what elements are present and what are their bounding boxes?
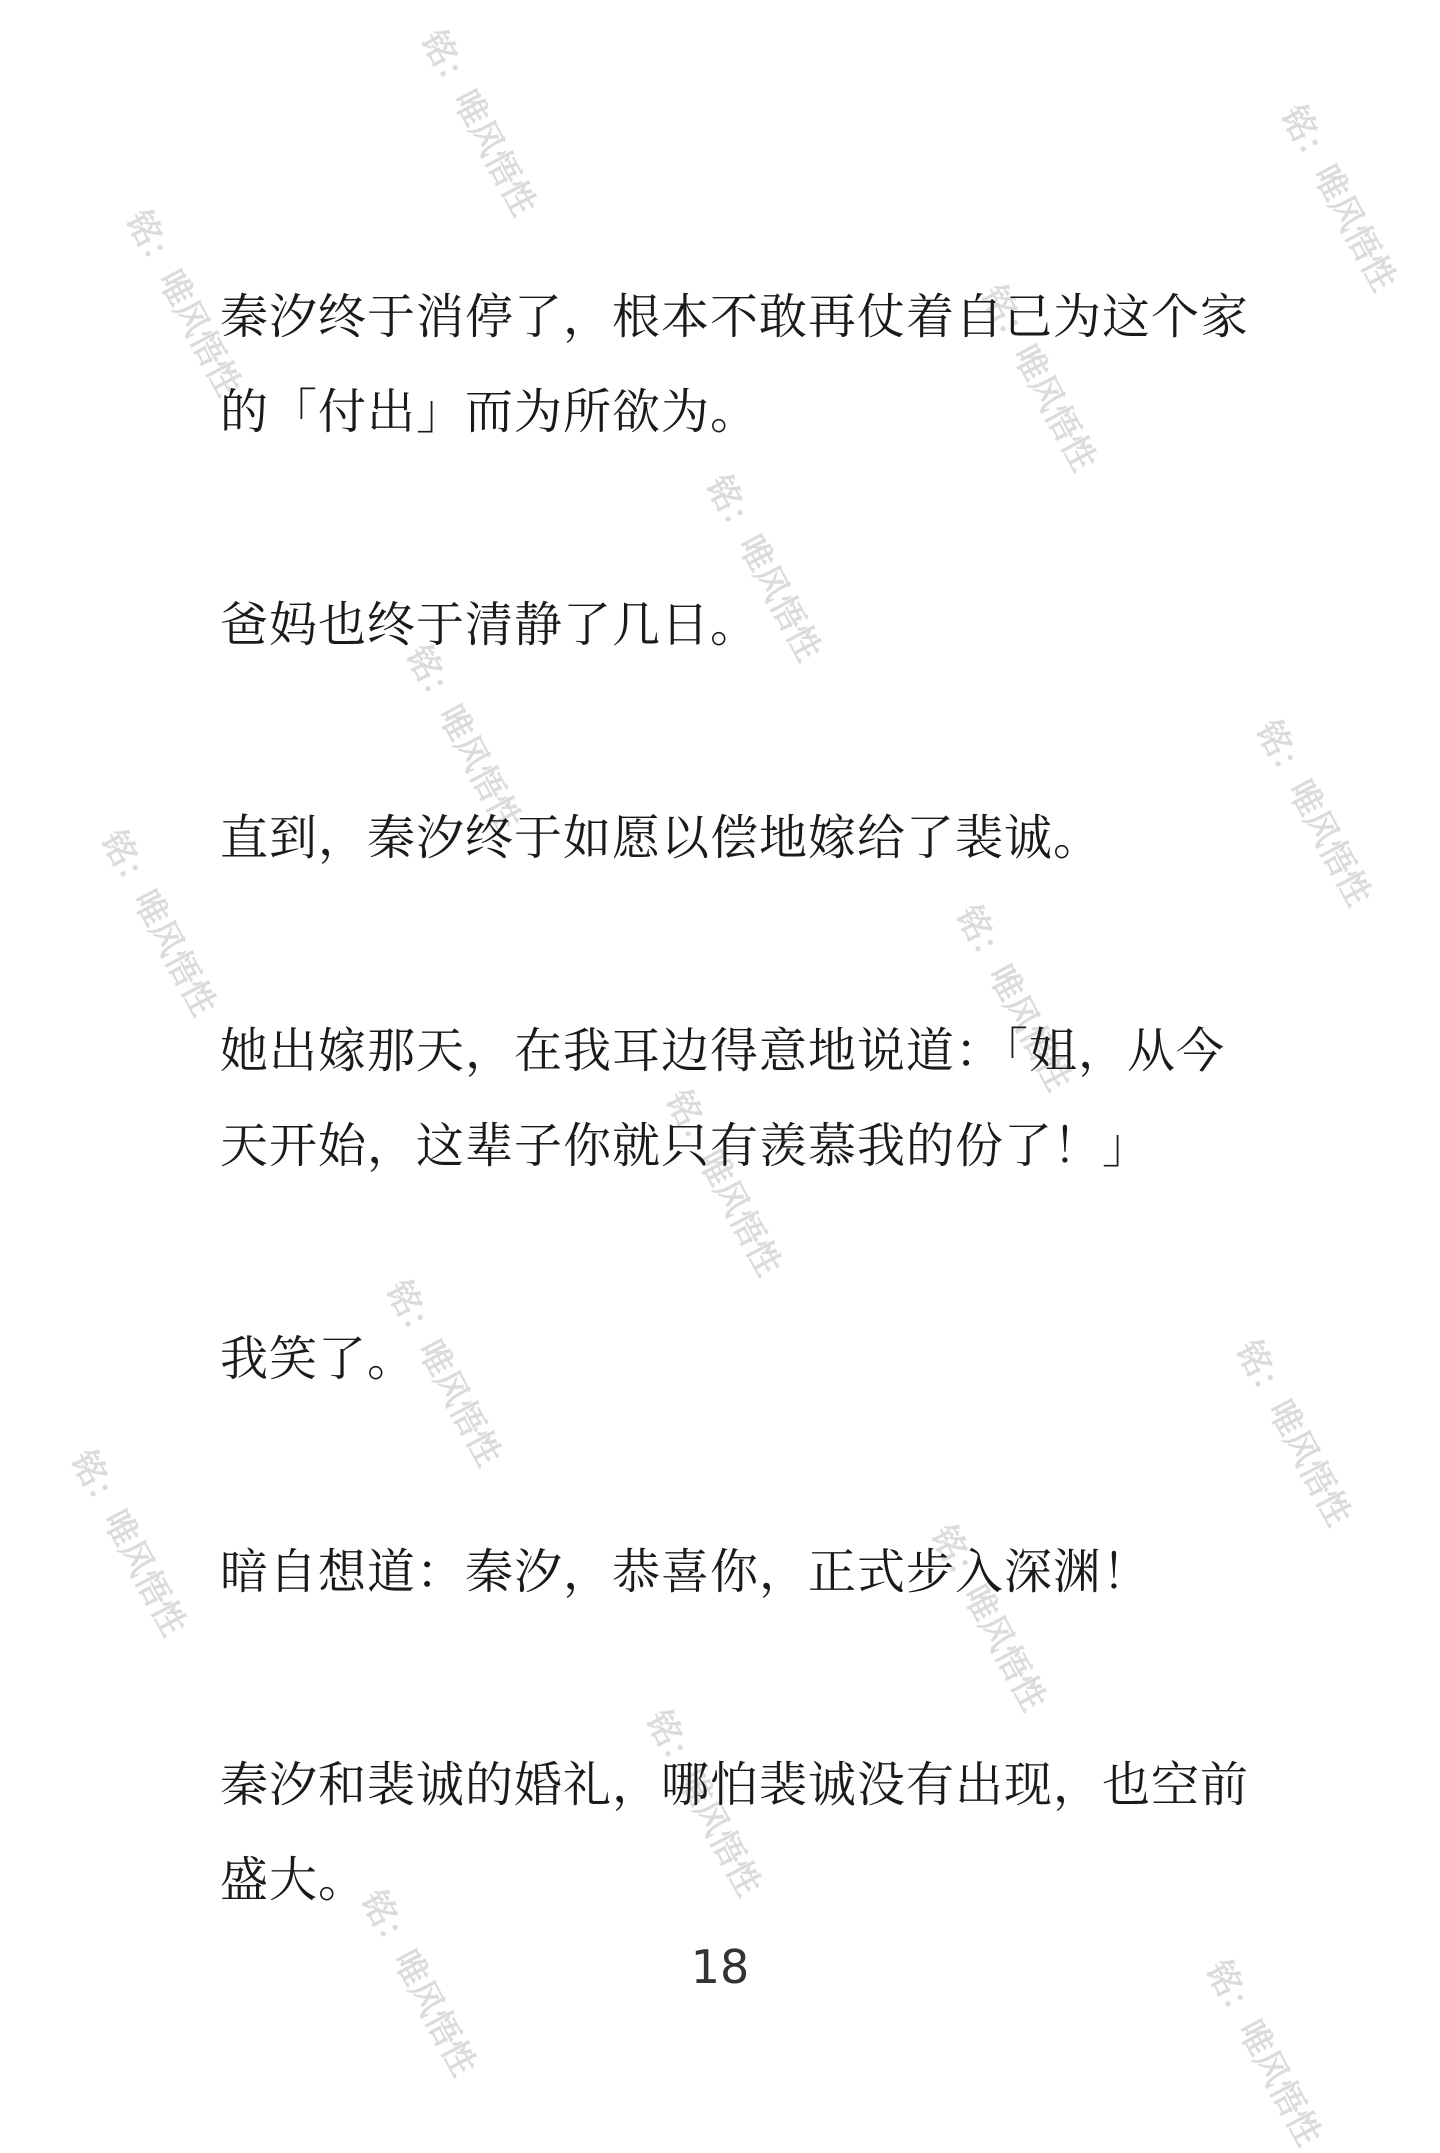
story-body xyxy=(220,270,1250,2046)
watermark: 铭：唯风悟性 xyxy=(377,1273,509,1473)
watermark: 铭：唯风悟性 xyxy=(697,468,829,668)
watermark: 铭：唯风悟性 xyxy=(947,898,1079,1098)
watermark: 铭：唯风悟性 xyxy=(922,1518,1054,1718)
watermark: 铭：唯风悟性 xyxy=(352,1883,484,2083)
watermark: 铭：唯风悟性 xyxy=(1197,1953,1329,2153)
page-number: 18 xyxy=(690,1940,750,1994)
watermark: 铭：唯风悟性 xyxy=(1272,98,1404,298)
paragraph: 她出嫁那天，在我耳边得意地说道：「姐，从今天开始，这辈子你就只有羡慕我的份了！」 xyxy=(220,1023,1226,1174)
paragraph: 暗自想道：秦汐，恭喜你，正式步入深渊！ xyxy=(220,1544,1152,1600)
paragraph: 秦汐和裴诚的婚礼，哪怕裴诚没有出现，也空前盛大。 xyxy=(220,1757,1250,1908)
paragraph: 我笑了。 xyxy=(220,1331,417,1387)
watermark: 铭：唯风悟性 xyxy=(397,638,529,838)
watermark: 铭：唯风悟性 xyxy=(637,1703,769,1903)
watermark: 铭：唯风悟性 xyxy=(92,823,224,1023)
watermark: 铭：唯风悟性 xyxy=(117,203,249,403)
watermark: 铭：唯风悟性 xyxy=(657,1083,789,1283)
watermark: 铭：唯风悟性 xyxy=(1247,713,1379,913)
watermark: 铭：唯风悟性 xyxy=(972,278,1104,478)
watermark: 铭：唯风悟性 xyxy=(412,23,544,223)
watermark: 铭：唯风悟性 xyxy=(1227,1333,1359,1533)
paragraph: 直到，秦汐终于如愿以偿地嫁给了裴诚。 xyxy=(220,810,1103,866)
paragraph: 爸妈也终于清静了几日。 xyxy=(220,597,760,653)
paragraph: 秦汐终于消停了，根本不敢再仗着自己为这个家的「付出」而为所欲为。 xyxy=(220,289,1250,440)
watermark: 铭：唯风悟性 xyxy=(62,1443,194,1643)
